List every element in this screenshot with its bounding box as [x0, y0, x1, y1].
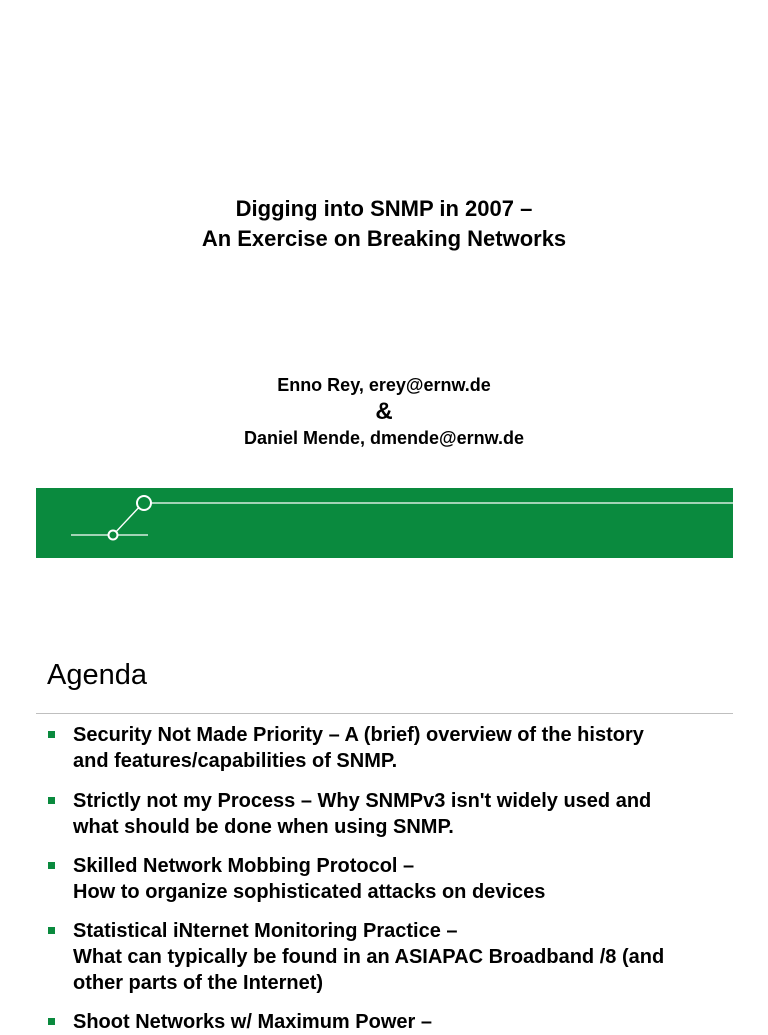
bullet-square-icon	[48, 731, 55, 738]
network-line-icon	[36, 488, 733, 558]
list-item-line: Security Not Made Priority – A (brief) overview of the history	[73, 724, 644, 746]
list-item-line: Statistical iNternet Monitoring Practice –	[73, 920, 458, 942]
bullet-square-icon	[48, 927, 55, 934]
list-item-line: Shoot Networks w/ Maximum Power –	[73, 1011, 432, 1033]
list-item-line: what should be done when using SNMP.	[73, 816, 454, 838]
list-item-line: What can typically be found in an ASIAPAC Broadband /8 (and	[73, 946, 665, 968]
title-line-2: An Exercise on Breaking Networks	[201, 226, 567, 251]
bullet-square-icon	[48, 797, 55, 804]
slide-title	[0, 194, 768, 254]
list-item-line: Skilled Network Mobbing Protocol –	[73, 855, 415, 877]
heading-divider	[36, 713, 733, 714]
title-line-1: Digging into SNMP in 2007 –	[235, 196, 533, 221]
list-item-line: How to organize sophisticated attacks on devices	[73, 881, 546, 903]
agenda-heading: Agenda	[47, 659, 147, 691]
author-enno-rey: Enno Rey, erey@ernw.de	[277, 375, 491, 395]
bullet-square-icon	[48, 862, 55, 869]
author-daniel-mende: Daniel Mende, dmende@ernw.de	[244, 428, 524, 448]
list-item-line: Strictly not my Process – Why SNMPv3 isn't widely used and	[73, 790, 652, 812]
list-item-line: other parts of the Internet)	[73, 972, 324, 994]
author-ampersand: &	[375, 398, 393, 425]
green-footer-band	[36, 488, 733, 558]
list-item-line: and features/capabilities of SNMP.	[73, 750, 398, 772]
